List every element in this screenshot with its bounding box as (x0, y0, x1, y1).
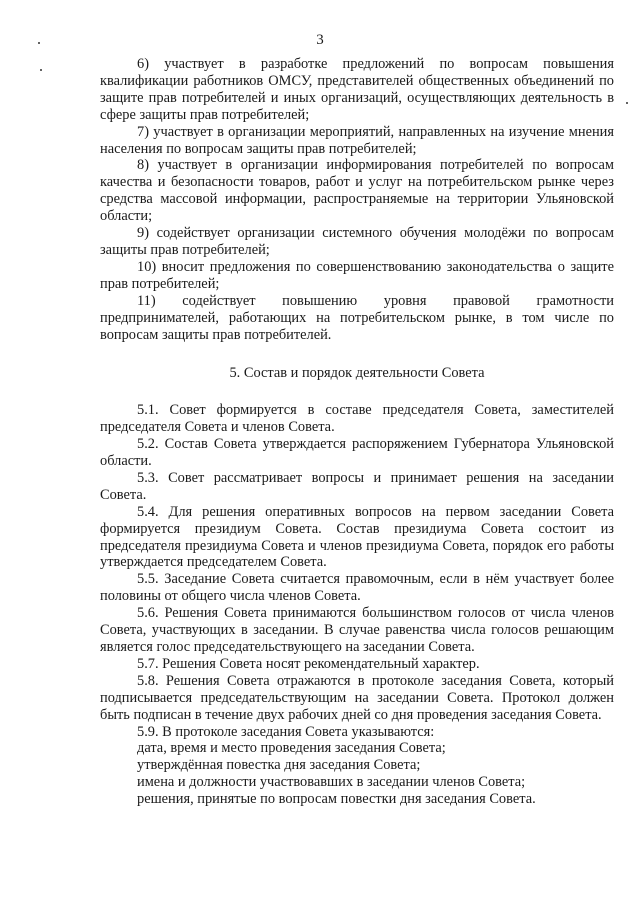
paragraph-clause-5-2: 5.2. Состав Совета утверждается распоряжением Губернатора Ульяновской области. (100, 436, 614, 470)
paragraph-item-11: 11) содействует повышению уровня правовой грамотности предпринимателей, работающих на потребительском рынке, в том числе по вопросам защиты прав потребителей. (100, 292, 614, 343)
document-body (100, 56, 614, 808)
paragraph-clause-5-8: 5.8. Решения Совета отражаются в протоколе заседания Совета, который подписывается председательствующим на заседании Совета. Протокол должен быть подписан в течение двух рабочих дней со дня проведения заседания Совета. (100, 672, 614, 723)
paragraph-clause-5-3: 5.3. Совет рассматривает вопросы и принимает решения на заседании Совета. (100, 469, 614, 503)
scan-speck (40, 69, 42, 71)
paragraph-item-10: 10) вносит предложения по совершенствованию законодательства о защите прав потребителей; (100, 258, 614, 292)
page-number: 3 (316, 32, 324, 48)
paragraph-item-8: 8) участвует в организации информирования потребителей по вопросам качества и безопасности товаров, работ и услуг на потребительском рынке через средства массовой информации, распространяемые на территории Ульяновской области; (100, 157, 614, 225)
paragraph-clause-5-7: 5.7. Решения Совета носят рекомендательный характер. (137, 655, 480, 672)
protocol-list-item-agenda: утверждённая повестка дня заседания Совета; (137, 757, 421, 774)
paragraph-item-6: 6) участвует в разработке предложений по вопросам повышения квалификации работников ОМСУ, представителей общественных объединений по защите прав потребителей и иных организаций, осуществляющих деятельность в сфере защиты прав потребителей; (100, 56, 614, 123)
paragraph-item-9: 9) содействует организации системного обучения молодёжи по вопросам защиты прав потребителей; (100, 225, 614, 258)
protocol-list-item-members: имена и должности участвовавших в заседании членов Совета; (137, 774, 526, 791)
paragraph-item-7: 7) участвует в организации мероприятий, направленных на изучение мнения населения по вопросам защиты прав потребителей; (100, 123, 614, 157)
paragraph-clause-5-1: 5.1. Совет формируется в составе председателя Совета, заместителей председателя Совета и членов Совета. (100, 402, 614, 436)
protocol-list-item-decisions: решения, принятые по вопросам повестки дня заседания Совета. (137, 791, 536, 808)
protocol-list-item-date: дата, время и место проведения заседания Совета; (137, 740, 446, 757)
scan-speck (626, 102, 628, 104)
paragraph-clause-5-5: 5.5. Заседание Совета считается правомочным, если в нём участвует более половины от общего числа членов Совета. (100, 571, 614, 605)
paragraph-clause-5-9: 5.9. В протоколе заседания Совета указываются: (137, 723, 435, 740)
paragraph-clause-5-4: 5.4. Для решения оперативных вопросов на первом заседании Совета формируется президиум Совета. Состав президиума Совета состоит из председателя президиума Совета и членов президиума Совета, порядок его работы утверждается председателем Совета. (100, 503, 614, 571)
section-heading: 5. Состав и порядок деятельности Совета (229, 365, 485, 382)
paragraph-clause-5-6: 5.6. Решения Совета принимаются большинством голосов от числа членов Совета, участвующих в заседании. В случае равенства числа голосов решающим является голос председательствующего на заседании Совета. (100, 605, 614, 655)
